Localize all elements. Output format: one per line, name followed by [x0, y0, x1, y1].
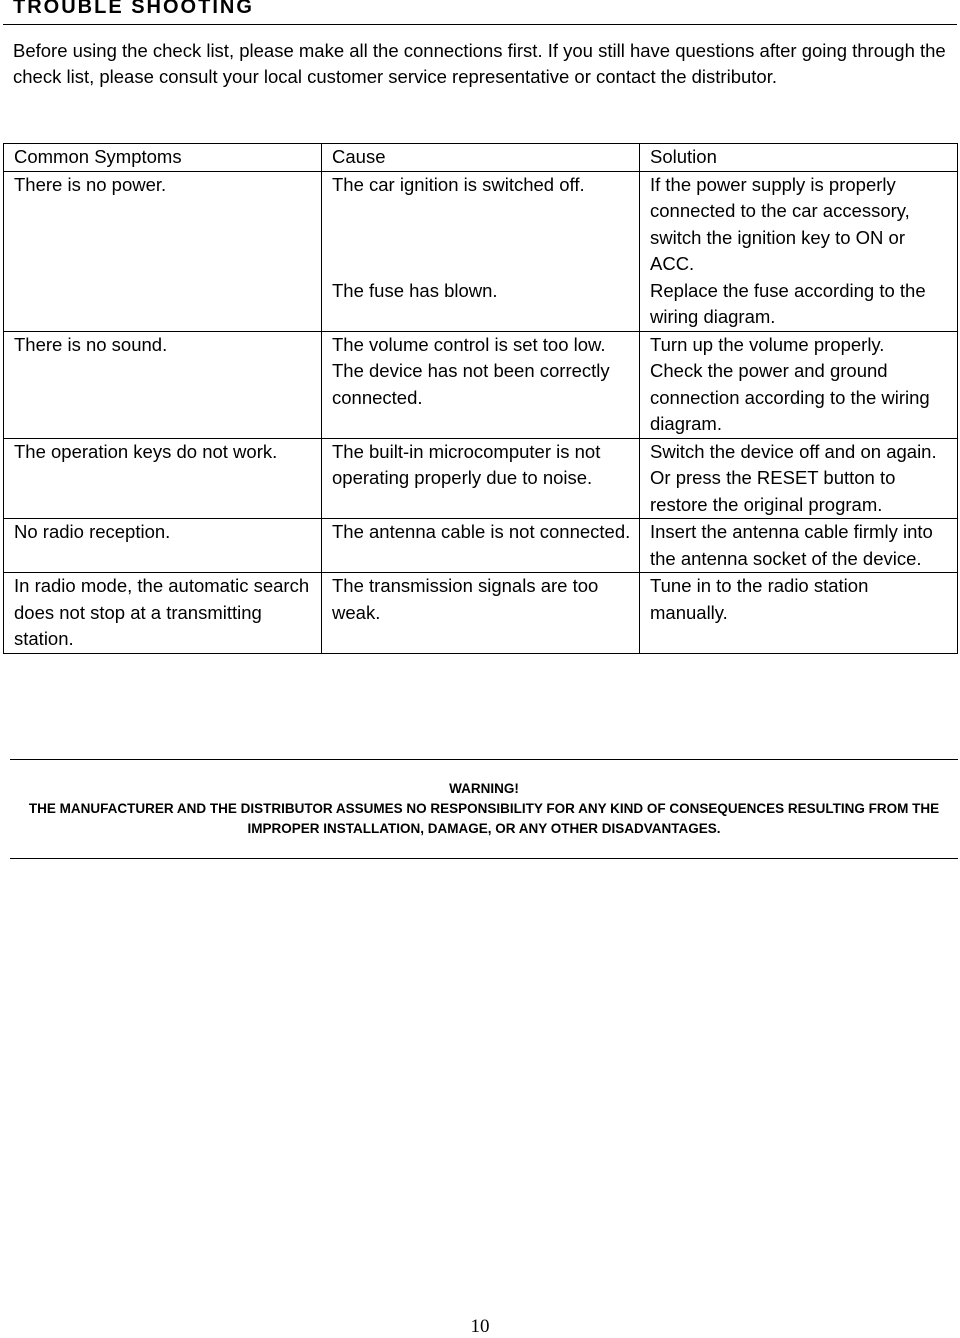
cause-cell: The fuse has blown.: [322, 278, 640, 332]
table-row: [4, 573, 958, 654]
solution-cell: Insert the antenna cable firmly into the antenna socket of the device.: [640, 519, 958, 573]
cause-cell: The built-in microcomputer is not operating properly due to noise.: [322, 438, 640, 519]
cause-cell: The transmission signals are too weak.: [322, 573, 640, 654]
warning-top-divider: [10, 759, 958, 760]
title-divider: [3, 24, 957, 25]
cause-cell: The device has not been correctly connected.: [322, 358, 640, 438]
symptom-cell: There is no sound.: [4, 331, 322, 438]
warning-heading: WARNING!: [449, 781, 519, 796]
header-solution: Solution: [640, 144, 958, 172]
solution-cell: Check the power and ground connection according to the wiring diagram.: [640, 358, 958, 438]
section-title: TROUBLE SHOOTING: [13, 0, 254, 18]
header-symptoms: Common Symptoms: [4, 144, 322, 172]
cause-cell: The car ignition is switched off.: [322, 171, 640, 278]
solution-cell: Replace the fuse according to the wiring diagram.: [640, 278, 958, 332]
table-header-row: [4, 144, 958, 172]
solution-cell: Turn up the volume properly.: [640, 331, 958, 358]
symptom-cell: The operation keys do not work.: [4, 438, 322, 519]
table-row: [4, 438, 958, 519]
troubleshooting-table: [3, 143, 958, 654]
table-row: [4, 171, 958, 278]
warning-block: [10, 779, 958, 839]
table-row: [4, 519, 958, 573]
header-cause: Cause: [322, 144, 640, 172]
symptom-cell: In radio mode, the automatic search does not stop at a transmitting station.: [4, 573, 322, 654]
symptom-cell: There is no power.: [4, 171, 322, 331]
solution-cell: Tune in to the radio station manually.: [640, 573, 958, 654]
warning-bottom-divider: [10, 858, 958, 859]
warning-text: THE MANUFACTURER AND THE DISTRIBUTOR ASSUMES NO RESPONSIBILITY FOR ANY KIND OF CONSEQUENCES RESULTING FROM THE IMPROPER INSTALLATION, DAMAGE, OR ANY OTHER DISADVANTAGES.: [28, 801, 940, 836]
solution-cell: If the power supply is properly connected to the car accessory, switch the ignition key to ON or ACC.: [640, 171, 958, 278]
cause-cell: The volume control is set too low.: [322, 331, 640, 358]
table-row: [4, 331, 958, 358]
page-number: 10: [470, 1316, 490, 1337]
solution-cell: Switch the device off and on again. Or press the RESET button to restore the original program.: [640, 438, 958, 519]
cause-cell: The antenna cable is not connected.: [322, 519, 640, 573]
symptom-cell: No radio reception.: [4, 519, 322, 573]
intro-paragraph: Before using the check list, please make all the connections first. If you still have questions after going through the check list, please consult your local customer service representative or contact the distributor.: [13, 40, 946, 87]
